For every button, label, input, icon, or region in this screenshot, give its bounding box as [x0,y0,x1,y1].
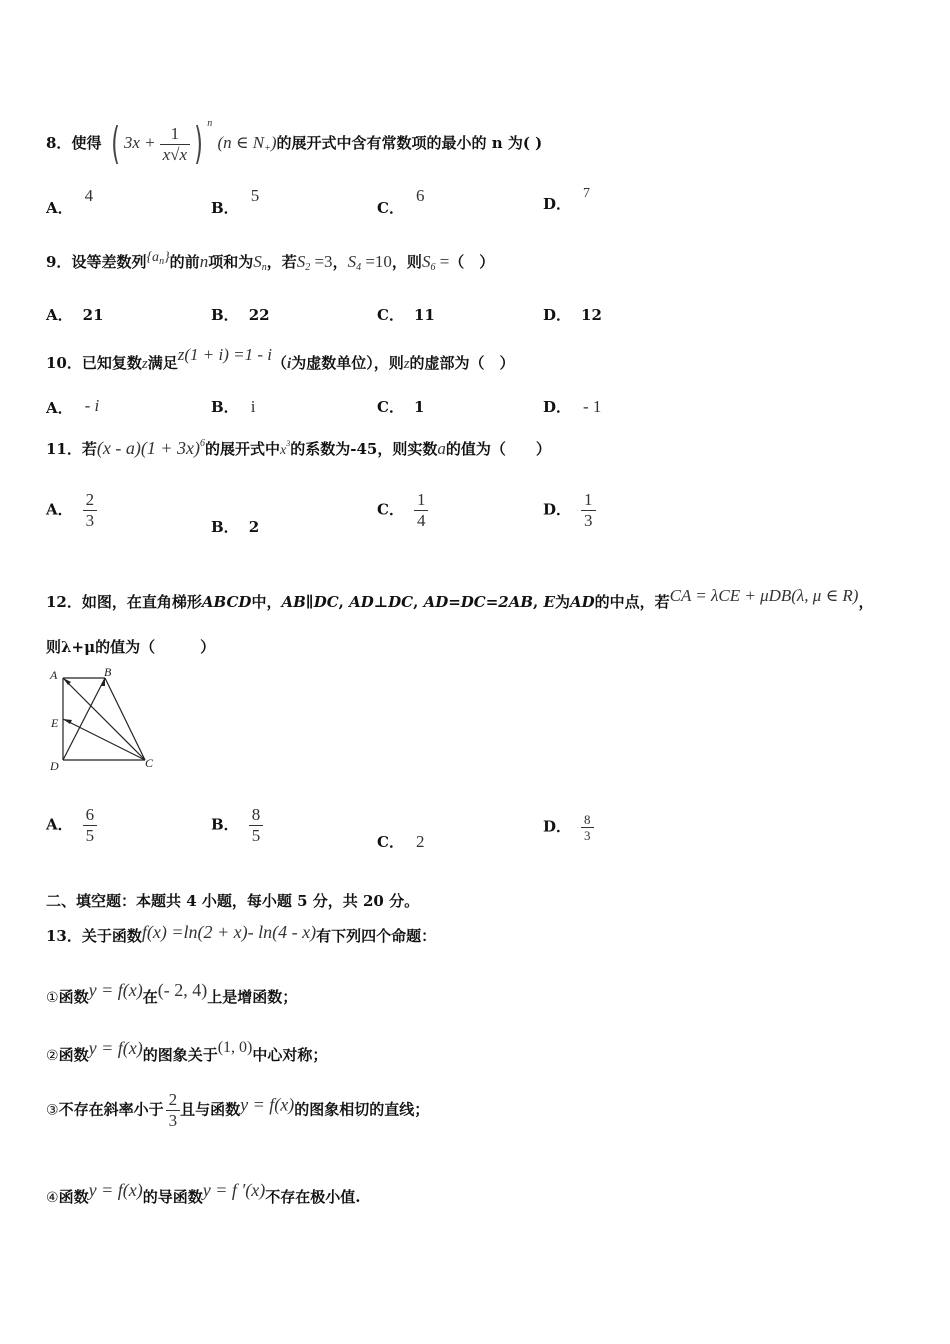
q9-c1-sub: 2 [305,262,311,273]
option-value: i [250,397,256,416]
q10-stem [46,345,515,373]
option-label: C． [377,199,404,217]
option-label: A． [46,199,73,217]
q9-seq: {a [146,250,160,265]
option-label: A． [46,306,73,324]
label-c: C [145,756,154,770]
option-label: A． [46,815,73,834]
q8-option-a[interactable] [46,186,93,218]
q8-option-b[interactable] [211,186,259,218]
q9-q-eq: = [435,252,450,271]
frac-num: 6 [83,805,98,826]
q10-z: z [403,356,410,372]
q11-text: 的系数为-45，则实数 [290,440,438,458]
q8-frac-num: 1 [160,124,190,145]
option-value: 22 [248,306,270,324]
prop-point: (1, 0) [217,1039,253,1056]
frac-den: 3 [584,511,593,530]
q10-text: 为虚数单位），则 [291,354,404,372]
frac-num: 2 [166,1090,181,1111]
q13-proposition-2 [46,1038,327,1065]
frac-den: 5 [251,826,261,845]
q9-q-sub: 6 [430,262,436,273]
option-value: 21 [82,306,104,324]
q10-i: i [287,356,292,372]
option-value: - i [84,396,100,415]
option-label: C． [377,398,404,416]
option-value: 12 [581,306,602,324]
frac-num: 2 [83,490,98,511]
option-value: 1 [413,398,425,416]
prop-text: 函数 [58,988,89,1006]
frac-num: 1 [414,490,429,511]
q9-c2-val: =10 [361,252,392,271]
frac-den: 3 [85,511,95,530]
q9-seq-sub: n [159,256,165,267]
q8-cond-close: ) [270,133,277,152]
q12-stem: 12．如图，在直角梯形ABCD中，AB∥DC, AD⊥DC, AD=DC=2AB, E为AD的中点，若CA = λCE + μDB(λ, μ ∈ R)， [46,586,874,611]
proposition-mark: ② [46,1048,59,1064]
label-e: E [51,716,59,730]
q8-option-d[interactable] [543,186,590,214]
q12-E: E [543,593,555,611]
q9-option-b[interactable] [211,304,270,325]
arrowhead-a [63,678,71,685]
q9-S-sub: n [261,262,267,273]
option-label: A． [46,399,73,417]
q12-cond1: AB∥DC [281,593,339,611]
q8-option-c[interactable] [377,186,424,218]
frac-den: 5 [85,826,95,845]
prop-expr: y = f(x) [88,980,143,1000]
option-value: 11 [413,306,435,324]
q12-text: 的中点，若 [594,593,670,611]
q11-option-a[interactable] [46,490,97,531]
q9-option-a[interactable] [46,304,104,325]
q11-option-d[interactable] [543,490,596,531]
option-label: B． [211,398,239,416]
q9-seq-close: } [164,250,170,265]
option-fraction [581,490,596,531]
q10-z: z [141,356,148,372]
q8-tail: 的展开式中含有常数项的最小的 n 为( ) [276,134,543,152]
prop-text: 上是增函数； [207,988,298,1006]
option-label: B． [211,815,239,834]
q10-option-b[interactable] [211,396,255,417]
q12-line2: 则λ+μ的值为（ ） [46,638,216,656]
q10-option-a[interactable] [46,396,99,418]
prop-interval: (- 2, 4) [157,980,208,1000]
q12-abcd: ABCD [201,593,252,611]
vector-ce [63,719,145,760]
q9-option-d[interactable] [543,304,602,325]
q9-c2-sub: 4 [356,262,362,273]
option-fraction [249,805,264,846]
q8-condition: (n ∈ N [217,133,265,152]
q13-text: 关于函数 [81,927,142,945]
q12-text: 如图，在直角梯形 [81,593,202,611]
q9-c2: S [347,252,357,271]
prop-expr-derivative: y = f ′(x) [202,1180,266,1200]
option-fraction [414,490,429,531]
option-fraction [83,805,98,846]
option-label: D． [543,500,572,519]
q12-option-c[interactable] [377,831,424,852]
q8-lead: 使得 [71,134,102,152]
q11-stem [46,438,551,459]
q12-number: 12． [46,593,82,611]
q9-stem: 9．设等差数列$\{a^n\}$的前n项和为$S_n$，若$S_2 =3$，$S_4 =10$，则$S_6$ =（ ） [46,250,495,273]
q9-text: ，则 [391,253,422,271]
option-value: 4 [84,186,94,205]
option-label: D． [543,306,572,324]
proposition-mark: ① [46,990,59,1006]
prop-text: 的图象关于 [142,1046,218,1064]
q9-number: 9． [46,253,72,271]
prop-text: 函数 [58,1046,89,1064]
option-label: C． [377,306,404,324]
proposition-mark: ④ [46,1190,59,1206]
q11-x: x [280,443,287,458]
q13-proposition-1 [46,980,297,1007]
vector-db [63,678,105,760]
q10-text: （ [272,354,288,372]
option-label: B． [211,306,239,324]
q11-x-exp: 3 [286,439,291,448]
q9-text: 项和为 [208,253,254,271]
q11-text: 若 [81,440,97,458]
q13-function: f(x) =ln(2 + x)- ln(4 - x) [141,922,317,942]
option-value: 6 [415,186,425,205]
q13-proposition-3 [46,1090,429,1131]
q11-a: a [437,439,446,458]
prop-text: 在 [142,988,158,1006]
option-label: A． [46,500,73,519]
q12-cond2: AD⊥DC [349,593,414,611]
q11-number: 11． [46,440,82,458]
q12-AD: AD [569,593,595,611]
prop-text: 的图象相切的直线； [294,1100,430,1119]
q8-fraction [160,124,190,165]
q10-option-d[interactable] [543,396,601,417]
option-fraction [83,490,98,531]
q10-text: 的虚部为（ ） [409,354,515,372]
q11-option-b[interactable] [211,516,259,537]
q13-proposition-4 [46,1180,361,1207]
q13-stem [46,922,436,946]
q8-number: 8． [46,134,72,152]
q11-text: 的值为（ ） [445,440,551,458]
left-paren: ( [110,118,120,169]
option-label: C． [377,500,404,519]
q11-expr: (x - a)(1 + 3x) [96,438,200,458]
segment-bc [105,678,145,760]
q11-exp: 6 [200,438,205,449]
q8-expr-a: 3x + [123,133,156,152]
q12-option-a[interactable] [46,805,97,846]
q9-text: 设等差数列 [71,253,147,271]
prop-fraction [166,1090,181,1131]
option-value: 5 [250,186,260,205]
prop-text: 函数 [58,1188,89,1206]
prop-text: 不存在极小值. [265,1188,361,1206]
q9-text: 的前 [169,253,200,271]
option-label: D． [543,817,572,836]
option-value: 7 [583,186,591,201]
option-label: D． [543,398,572,416]
proposition-mark: ③ [46,1102,59,1119]
label-d: D [50,759,59,773]
q8-exponent: n [207,118,213,129]
label-b: B [104,665,112,679]
q10-number: 10． [46,354,82,372]
q12-text: 为 [554,593,570,611]
prop-text: 中心对称； [252,1046,328,1064]
prop-expr: y = f(x) [88,1180,143,1200]
prop-expr: y = f(x) [88,1038,143,1058]
prop-text: 不存在斜率小于 [58,1100,164,1119]
frac-num: 8 [249,805,264,826]
option-label: D． [543,195,572,213]
q9-text: ，若 [266,253,297,271]
q8-frac-den: x√x [162,144,188,164]
frac-den: 4 [416,511,426,530]
frac-den: 3 [584,828,591,843]
q12-trapezoid-figure [44,664,164,776]
q9-blank: （ ） [449,253,495,271]
q11-text: 的展开式中 [205,440,281,458]
q8-cond-sub: + [264,143,271,154]
frac-den: 3 [168,1111,178,1130]
prop-text: 且与函数 [180,1100,241,1119]
q10-option-c[interactable] [377,396,424,417]
q12-option-b[interactable] [211,805,263,846]
option-label: C． [377,833,404,851]
q12-cond3: AD=DC=2AB [423,593,534,611]
q13-text: 有下列四个命题： [316,927,437,945]
q9-c1-val: =3 [310,252,333,271]
q10-text: 已知复数 [81,354,142,372]
prop-expr: y = f(x) [240,1094,295,1115]
option-fraction [581,812,594,843]
prop-text: 的导函数 [142,1188,203,1206]
q12-option-d[interactable] [543,812,594,843]
q9-n: n [199,252,209,271]
q9-option-c[interactable] [377,304,435,325]
q11-option-c[interactable] [377,490,428,531]
q10-text: 满足 [147,354,178,372]
option-value: 2 [248,518,260,536]
option-value: - 1 [583,397,602,416]
q12-text: 中， [251,593,282,611]
frac-num: 8 [581,812,594,828]
right-paren: ) [194,118,203,169]
option-label: B． [211,199,239,217]
q9-S: S [253,252,262,271]
q9-c1: S [296,252,306,271]
option-label: B． [211,518,239,536]
option-value: 2 [415,832,425,851]
q12-text: ， [858,593,874,611]
section-heading: 二、填空题：本题共 4 小题，每小题 5 分，共 20 分。 [46,892,420,910]
vector-ca [63,678,145,760]
q13-number: 13． [46,927,82,945]
q9-q: S [421,252,431,271]
q8-stem [46,118,543,169]
q12-vector-equation: CA = λCE + μDB(λ, μ ∈ R) [669,586,859,605]
frac-num: 1 [581,490,596,511]
label-a: A [50,668,58,682]
q10-equation: z(1 + i) =1 - i [177,345,272,364]
